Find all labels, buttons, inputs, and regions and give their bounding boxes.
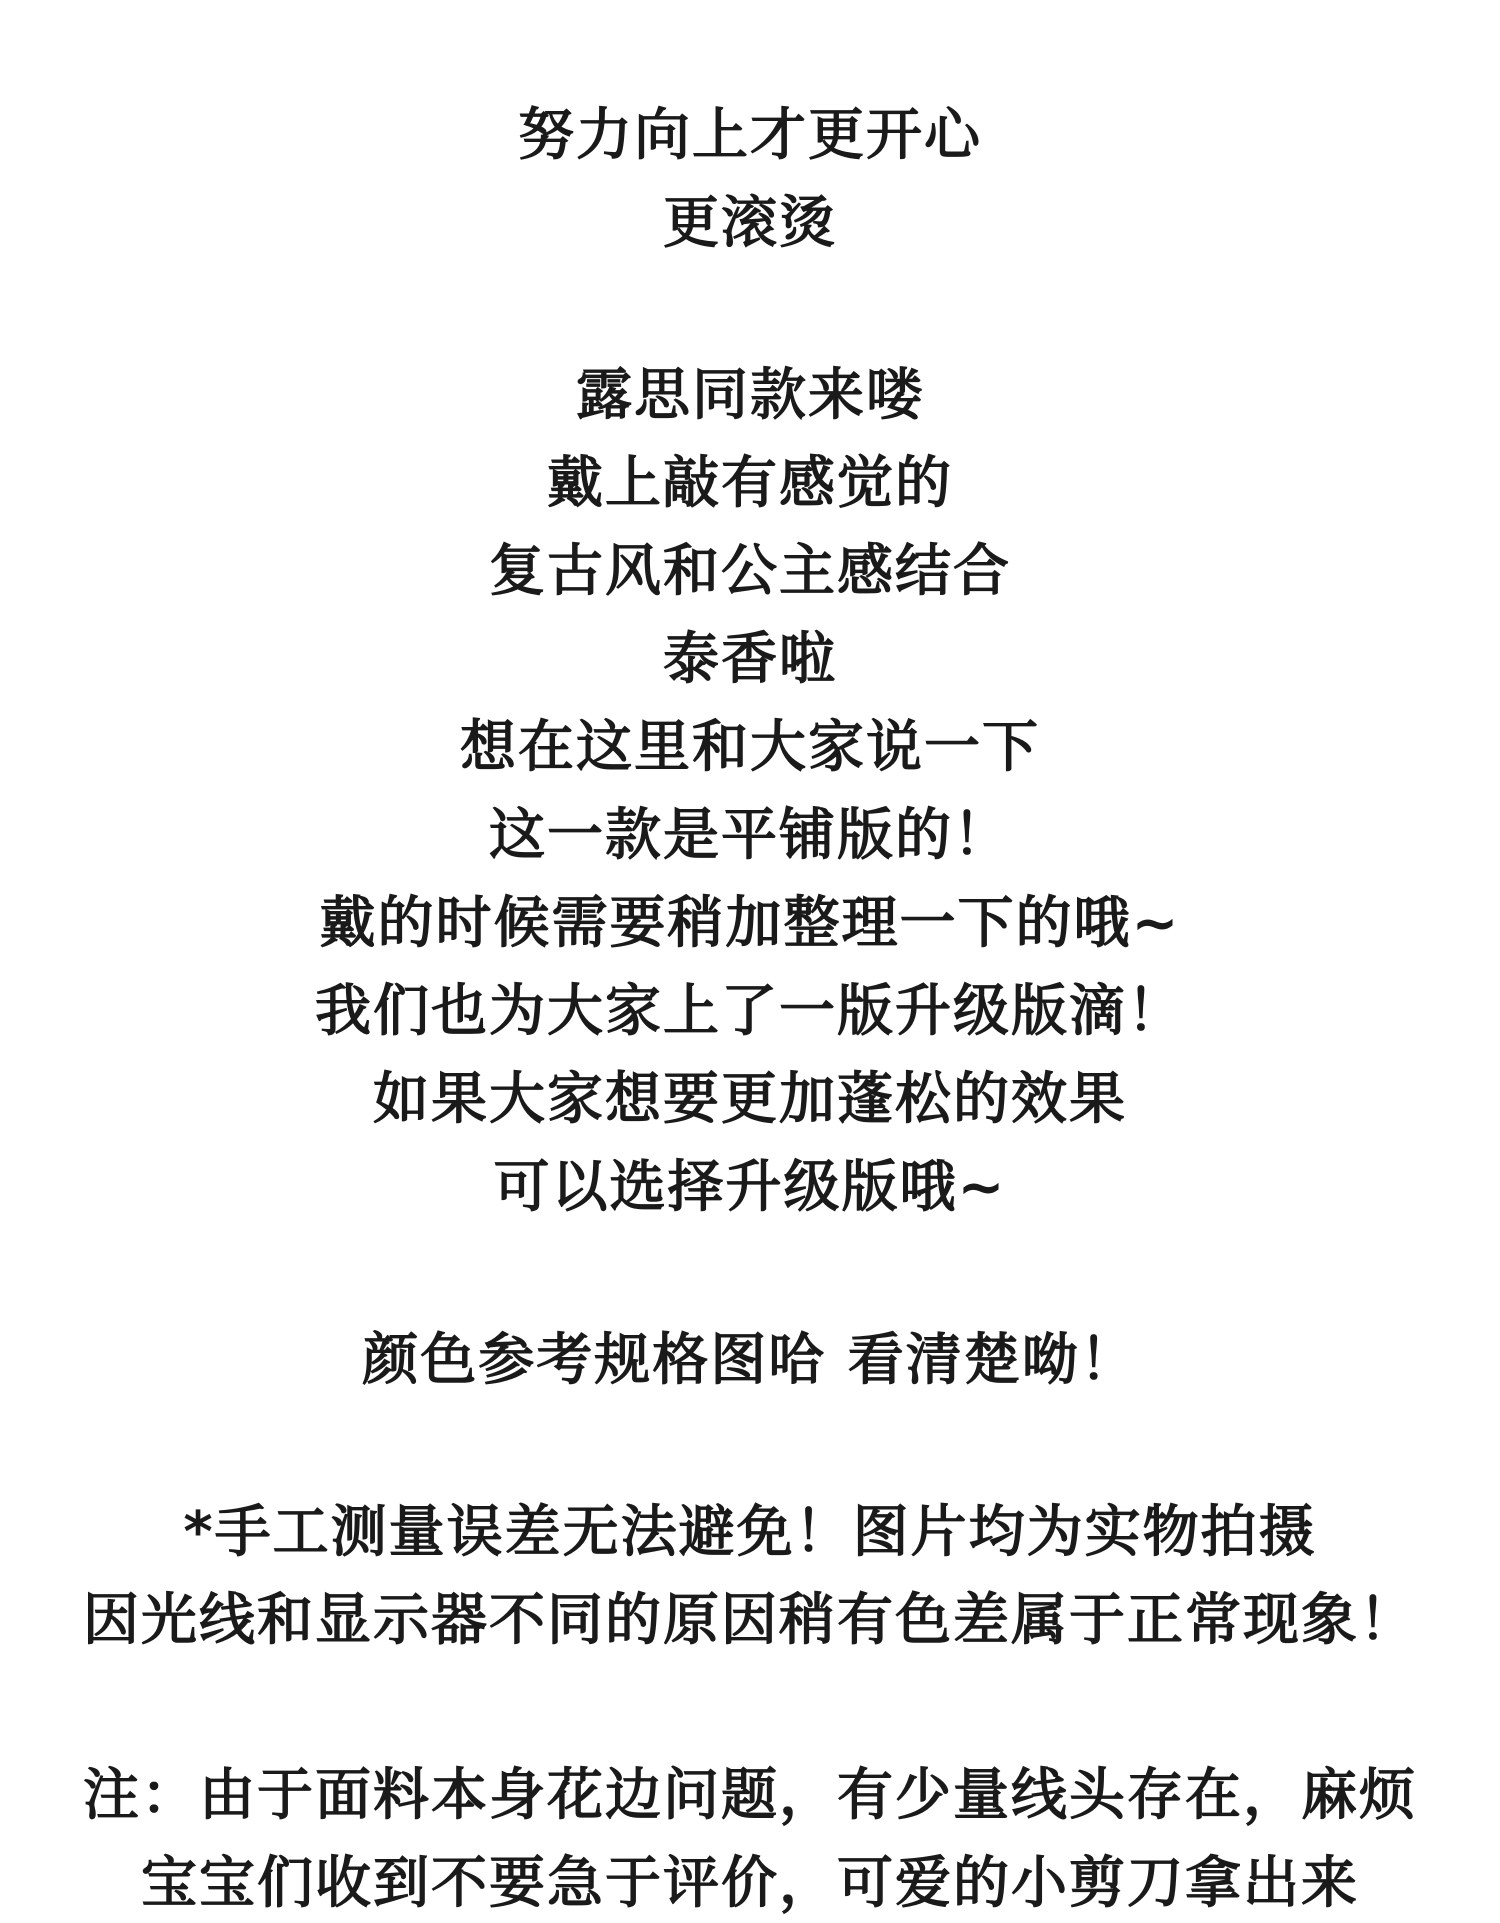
disclaimer-line-1: *手工测量误差无法避免！图片均为实物拍摄 [183, 1500, 1317, 1565]
description-line-10: 可以选择升级版哦~ [493, 1155, 1007, 1220]
description-line-5: 想在这里和大家说一下 [460, 715, 1040, 780]
intro-line-1: 努力向上才更开心 [518, 103, 982, 168]
disclaimer-line-2: 因光线和显示器不同的原因稍有色差属于正常现象！ [83, 1588, 1417, 1653]
description-line-3: 复古风和公主感结合 [489, 539, 1011, 604]
intro-line-2: 更滚烫 [663, 191, 837, 256]
color-note: 颜色参考规格图哈 看清楚呦！ [362, 1328, 1138, 1393]
description-line-9: 如果大家想要更加蓬松的效果 [373, 1067, 1127, 1132]
description-line-7: 戴的时候需要稍加整理一下的哦~ [319, 891, 1181, 956]
description-line-2: 戴上敲有感觉的 [547, 451, 953, 516]
description-line-1: 露思同款来喽 [576, 363, 924, 428]
description-line-4: 泰香啦 [663, 627, 837, 692]
notice-line-1: 注：由于面料本身花边问题，有少量线头存在，麻烦 [83, 1763, 1417, 1828]
notice-line-2: 宝宝们收到不要急于评价，可爱的小剪刀拿出来 [141, 1851, 1359, 1916]
description-line-6: 这一款是平铺版的！ [489, 803, 1011, 868]
description-line-8: 我们也为大家上了一版升级版滴！ [315, 979, 1185, 1044]
